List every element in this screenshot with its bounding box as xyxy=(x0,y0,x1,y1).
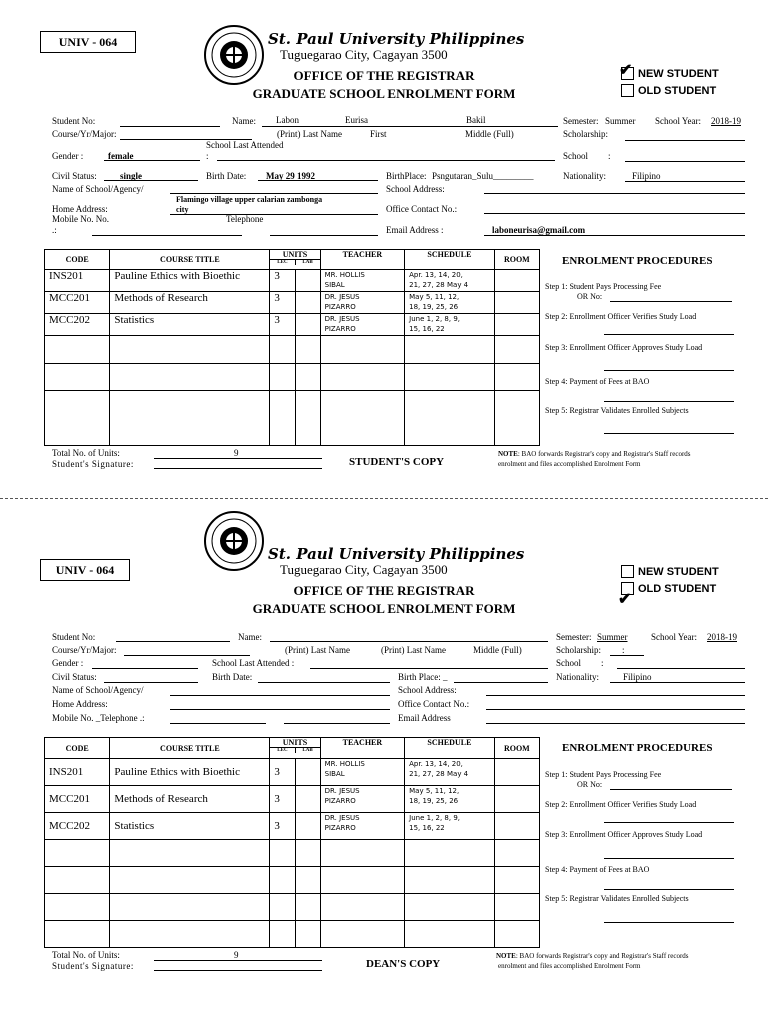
total-units-label: Total No. of Units: xyxy=(52,950,120,960)
course-lab xyxy=(295,270,320,292)
course-units: 3 xyxy=(270,292,295,314)
step4-signature-line[interactable] xyxy=(604,401,734,402)
course-lab xyxy=(295,759,320,786)
course-units: 3 xyxy=(270,813,295,840)
table-row xyxy=(45,813,540,840)
name-field[interactable] xyxy=(262,126,558,127)
total-units-field[interactable] xyxy=(154,960,322,961)
procedure-step1: Step 1: Student Pays Processing Fee xyxy=(545,282,662,291)
nationality-label: Nationality: xyxy=(556,672,599,682)
table-row xyxy=(45,336,540,363)
univ-code: UNIV - 064 xyxy=(40,31,136,53)
room-header: ROOM xyxy=(494,250,539,270)
first-label: First xyxy=(370,129,387,139)
mobile-label: Mobile No. _Telephone .: xyxy=(52,713,145,723)
office-title: OFFICE OF THE REGISTRAR xyxy=(293,68,475,83)
course-code: MCC202 xyxy=(45,813,110,840)
telephone-label: Telephone xyxy=(226,214,264,224)
nationality-label: Nationality: xyxy=(563,171,606,181)
check-icon: ✔ xyxy=(619,62,633,79)
school-address-field[interactable] xyxy=(484,193,745,194)
office-contact-label: Office Contact No.: xyxy=(386,204,458,214)
table-row xyxy=(45,921,540,948)
birth-date-label: Birth Date: xyxy=(212,672,253,682)
civil-status-label: Civil Status: xyxy=(52,171,97,181)
or-no-label: OR No: xyxy=(577,292,603,301)
mobile-field[interactable] xyxy=(92,235,242,236)
school-year-value: 2018-19 xyxy=(707,632,737,642)
email-label: Email Address xyxy=(398,713,451,723)
university-name: St. Paul University Philippines xyxy=(268,545,525,563)
home-address-line1: Flamingo village upper calarian zambonga xyxy=(176,195,323,204)
birthplace-label: Birth Place: _ xyxy=(398,672,448,682)
table-row xyxy=(45,363,540,390)
course-title: Methods of Research xyxy=(110,292,270,314)
semester-label: Semester: xyxy=(563,116,599,126)
course-lab xyxy=(295,292,320,314)
university-address: Tuguegarao City, Cagayan 3500 xyxy=(280,47,448,62)
home-address-line2: city xyxy=(176,205,189,214)
room-header: ROOM xyxy=(494,738,539,759)
note-text-line2: enrolment and files accomplished Enrolment Form xyxy=(498,962,641,970)
course-room xyxy=(494,813,539,840)
school-last-colon: : xyxy=(206,151,209,161)
nationality-value: Filipino xyxy=(632,171,661,181)
home-address-field[interactable] xyxy=(170,709,390,710)
mobile-label: Mobile No. No. xyxy=(52,214,109,224)
course-title-header: COURSE TITLE xyxy=(110,250,270,270)
table-row xyxy=(45,292,540,314)
teacher-header: TEACHER xyxy=(320,738,405,759)
school-field[interactable] xyxy=(625,161,745,162)
birthplace-label: BirthPlace: xyxy=(386,171,427,181)
course-schedule: June 1, 2, 8, 9, 15, 16, 22 xyxy=(405,314,495,336)
procedure-step2: Step 2: Enrollment Officer Verifies Study Load xyxy=(545,312,697,321)
course-table xyxy=(44,737,540,948)
school-year-label: School Year: xyxy=(655,116,702,126)
scholarship-field[interactable] xyxy=(610,655,644,656)
table-row xyxy=(45,840,540,867)
step3-signature-line[interactable] xyxy=(604,858,734,859)
school-address-label: School Address: xyxy=(386,184,445,194)
nationality-field[interactable] xyxy=(625,181,745,182)
gender-label: Gender : xyxy=(52,658,84,668)
university-name: St. Paul University Philippines xyxy=(268,30,525,48)
school-last-attended-label: School Last Attended xyxy=(206,140,284,150)
procedures-title: ENROLMENT PROCEDURES xyxy=(562,742,713,754)
course-schedule: Apr. 13, 14, 20, 21, 27, 28 May 4 xyxy=(405,759,495,786)
nationality-field[interactable] xyxy=(610,682,745,683)
name-of-school-label: Name of School/Agency/ xyxy=(52,184,144,194)
school-year-label: School Year: xyxy=(651,632,698,642)
course-code: MCC202 xyxy=(45,314,110,336)
civil-status-field[interactable] xyxy=(104,180,198,181)
form-title: GRADUATE SCHOOL ENROLMENT FORM xyxy=(252,601,516,616)
course-teacher: DR. JESUS PIZARRO xyxy=(320,813,405,840)
course-units: 3 xyxy=(270,314,295,336)
signature-label: Student's Signature: xyxy=(52,961,134,971)
semester-label: Semester: xyxy=(556,632,592,642)
table-row xyxy=(45,867,540,894)
office-contact-label: Office Contact No.: xyxy=(398,699,470,709)
email-field[interactable] xyxy=(486,723,745,724)
office-contact-field[interactable] xyxy=(484,213,745,214)
course-teacher: DR. JESUS PIZARRO xyxy=(320,314,405,336)
school-colon: : xyxy=(601,658,604,668)
table-row xyxy=(45,314,540,336)
course-code: MCC201 xyxy=(45,786,110,813)
schedule-header: SCHEDULE xyxy=(405,738,495,759)
mobile-field[interactable] xyxy=(170,723,266,724)
total-units-value: 9 xyxy=(234,448,239,458)
course-room xyxy=(494,270,539,292)
nationality-value: Filipino xyxy=(623,672,652,682)
course-title: Methods of Research xyxy=(110,786,270,813)
procedure-step1: Step 1: Student Pays Processing Fee xyxy=(545,770,662,779)
home-address-label: Home Address: xyxy=(52,699,108,709)
schedule-header: SCHEDULE xyxy=(405,250,495,270)
scholarship-colon: : xyxy=(622,645,625,655)
email-label: Email Address : xyxy=(386,225,444,235)
birth-date-label: Birth Date: xyxy=(206,171,247,181)
course-teacher: DR. JESUS PIZARRO xyxy=(320,292,405,314)
procedure-step5: Step 5: Registrar Validates Enrolled Subjects xyxy=(545,406,689,415)
course-schedule: May 5, 11, 12, 18, 19, 25, 26 xyxy=(405,292,495,314)
middle-name-value: Bakil xyxy=(466,115,486,125)
procedures-title: ENROLMENT PROCEDURES xyxy=(562,255,713,267)
semester-value: Summer xyxy=(605,116,636,126)
civil-status-field[interactable] xyxy=(104,682,198,683)
course-room xyxy=(494,314,539,336)
school-label: School xyxy=(556,658,582,668)
student-no-label: Student No: xyxy=(52,116,96,126)
procedure-step3: Step 3: Enrollment Officer Approves Study Load xyxy=(545,343,703,352)
procedure-step3: Step 3: Enrollment Officer Approves Study Load xyxy=(545,830,703,839)
name-label: Name: xyxy=(238,632,262,642)
birth-date-value: May 29 1992 xyxy=(266,171,315,181)
table-row xyxy=(45,390,540,445)
telephone-field[interactable] xyxy=(284,723,390,724)
course-label: Course/Yr/Major: xyxy=(52,645,117,655)
check-icon: ✔ xyxy=(618,591,632,608)
telephone-field[interactable] xyxy=(270,235,378,236)
units-header: UNITS LEC LAB xyxy=(270,250,320,270)
step5-signature-line[interactable] xyxy=(604,922,734,923)
print-last-name-label: (Print) Last Name xyxy=(285,645,350,655)
university-address: Tuguegarao City, Cagayan 3500 xyxy=(280,562,448,577)
civil-status-value: single xyxy=(120,171,143,181)
print-last-name-label: (Print) Last Name xyxy=(277,129,342,139)
print-last-name-label-2: (Print) Last Name xyxy=(381,645,446,655)
course-code: INS201 xyxy=(45,270,110,292)
birthplace-field[interactable] xyxy=(454,682,548,683)
note-text: NOTE: BAO forwards Registrar's copy and Registrar's Staff records xyxy=(496,952,689,960)
units-header: UNITS LEC LAB xyxy=(270,738,320,759)
school-address-label: School Address: xyxy=(398,685,457,695)
course-units: 3 xyxy=(270,786,295,813)
birth-date-field[interactable] xyxy=(258,180,378,181)
procedure-step4: Step 4: Payment of Fees at BAO xyxy=(545,377,650,386)
course-title: Pauline Ethics with Bioethic xyxy=(110,270,270,292)
course-title-header: COURSE TITLE xyxy=(110,738,270,759)
student-no-field[interactable] xyxy=(116,641,230,642)
table-row xyxy=(45,759,540,786)
school-address-field[interactable] xyxy=(486,695,745,696)
note-text-line2: enrolment and files accomplished Enrolment Form xyxy=(498,460,641,468)
scholarship-label: Scholarship: xyxy=(563,129,608,139)
signature-field[interactable] xyxy=(154,468,322,469)
total-units-value: 9 xyxy=(234,950,239,960)
cut-line xyxy=(0,498,768,499)
school-field[interactable] xyxy=(617,668,745,669)
birth-date-field[interactable] xyxy=(258,682,390,683)
course-field[interactable] xyxy=(124,655,250,656)
course-schedule: Apr. 13, 14, 20, 21, 27, 28 May 4 xyxy=(405,270,495,292)
old-student-label: OLD STUDENT xyxy=(638,583,717,595)
name-label: Name: xyxy=(232,116,256,126)
home-address-label: Home Address: xyxy=(52,204,108,214)
scholarship-field[interactable] xyxy=(625,140,745,141)
office-contact-field[interactable] xyxy=(486,709,745,710)
table-row xyxy=(45,786,540,813)
first-name-value: Eurisa xyxy=(345,115,368,125)
course-teacher: MR. HOLLIS SIBAL xyxy=(320,270,405,292)
birthplace-value: Psngutaran_Sulu_________ xyxy=(432,171,534,181)
course-title: Statistics xyxy=(110,813,270,840)
step2-signature-line[interactable] xyxy=(604,822,734,823)
school-year-value: 2018-19 xyxy=(711,116,741,126)
email-value: laboneurisa@gmail.com xyxy=(492,225,586,235)
table-row xyxy=(45,894,540,921)
office-title: OFFICE OF THE REGISTRAR xyxy=(293,583,475,598)
gender-field[interactable] xyxy=(104,160,200,161)
school-label: School xyxy=(563,151,589,161)
signature-field[interactable] xyxy=(154,970,322,971)
gender-value: female xyxy=(108,151,134,161)
or-no-field[interactable] xyxy=(610,789,732,790)
course-lab xyxy=(295,314,320,336)
total-units-label: Total No. of Units: xyxy=(52,448,120,458)
procedure-step5: Step 5: Registrar Validates Enrolled Subjects xyxy=(545,894,689,903)
old-student-label: OLD STUDENT xyxy=(638,85,717,97)
code-header: CODE xyxy=(45,250,110,270)
name-field[interactable] xyxy=(270,641,548,642)
univ-code: UNIV - 064 xyxy=(40,559,130,581)
form-title: GRADUATE SCHOOL ENROLMENT FORM xyxy=(252,86,516,101)
gender-field[interactable] xyxy=(92,668,198,669)
course-teacher: MR. HOLLIS SIBAL xyxy=(320,759,405,786)
table-row xyxy=(45,270,540,292)
gender-label: Gender : xyxy=(52,151,84,161)
new-student-label: NEW STUDENT xyxy=(638,566,719,578)
name-of-school-field[interactable] xyxy=(170,193,378,194)
course-lab xyxy=(295,813,320,840)
new-student-checkbox[interactable] xyxy=(621,565,634,578)
step5-signature-line[interactable] xyxy=(604,433,734,434)
school-last-attended-label: School Last Attended : xyxy=(212,658,295,668)
course-label: Course/Yr/Major: xyxy=(52,129,117,139)
note-text: NOTE: BAO forwards Registrar's copy and Registrar's Staff records xyxy=(498,450,691,458)
signature-label: Student's Signature: xyxy=(52,459,134,469)
mobile-colon: .: xyxy=(52,225,57,235)
course-code: INS201 xyxy=(45,759,110,786)
course-teacher: DR. JESUS PIZARRO xyxy=(320,786,405,813)
procedure-step2: Step 2: Enrollment Officer Verifies Study Load xyxy=(545,800,697,809)
course-schedule: June 1, 2, 8, 9, 15, 16, 22 xyxy=(405,813,495,840)
course-title: Statistics xyxy=(110,314,270,336)
teacher-header: TEACHER xyxy=(320,250,405,270)
scholarship-label: Scholarship: xyxy=(556,645,601,655)
school-colon: : xyxy=(608,151,611,161)
middle-label: Middle (Full) xyxy=(473,645,522,655)
step4-signature-line[interactable] xyxy=(604,889,734,890)
copy-label: STUDENT'S COPY xyxy=(349,456,445,468)
home-address-field[interactable] xyxy=(170,214,378,215)
student-no-field[interactable] xyxy=(120,126,220,127)
school-last-attended-field[interactable] xyxy=(310,668,548,669)
course-code: MCC201 xyxy=(45,292,110,314)
code-header: CODE xyxy=(45,738,110,759)
old-student-checkbox[interactable] xyxy=(621,84,634,97)
new-student-label: NEW STUDENT xyxy=(638,68,719,80)
last-name-value: Labon xyxy=(276,115,299,125)
student-no-label: Student No: xyxy=(52,632,96,642)
course-lab xyxy=(295,786,320,813)
step2-signature-line[interactable] xyxy=(604,334,734,335)
university-seal-icon xyxy=(203,510,265,572)
course-units: 3 xyxy=(270,759,295,786)
course-schedule: May 5, 11, 12, 18, 19, 25, 26 xyxy=(405,786,495,813)
course-title: Pauline Ethics with Bioethic xyxy=(110,759,270,786)
course-units: 3 xyxy=(270,270,295,292)
email-field[interactable] xyxy=(484,235,745,236)
or-no-label: OR No: xyxy=(577,780,603,789)
procedure-step4: Step 4: Payment of Fees at BAO xyxy=(545,865,650,874)
civil-status-label: Civil Status: xyxy=(52,672,97,682)
or-no-field[interactable] xyxy=(610,301,732,302)
total-units-field[interactable] xyxy=(154,458,322,459)
course-room xyxy=(494,786,539,813)
course-table xyxy=(44,249,540,446)
school-last-attended-field[interactable] xyxy=(217,160,555,161)
course-room xyxy=(494,292,539,314)
name-of-school-field[interactable] xyxy=(170,695,390,696)
semester-value: Summer xyxy=(597,632,628,642)
course-room xyxy=(494,759,539,786)
step3-signature-line[interactable] xyxy=(604,370,734,371)
name-of-school-label: Name of School/Agency/ xyxy=(52,685,144,695)
middle-label: Middle (Full) xyxy=(465,129,514,139)
copy-label: DEAN'S COPY xyxy=(366,958,441,970)
